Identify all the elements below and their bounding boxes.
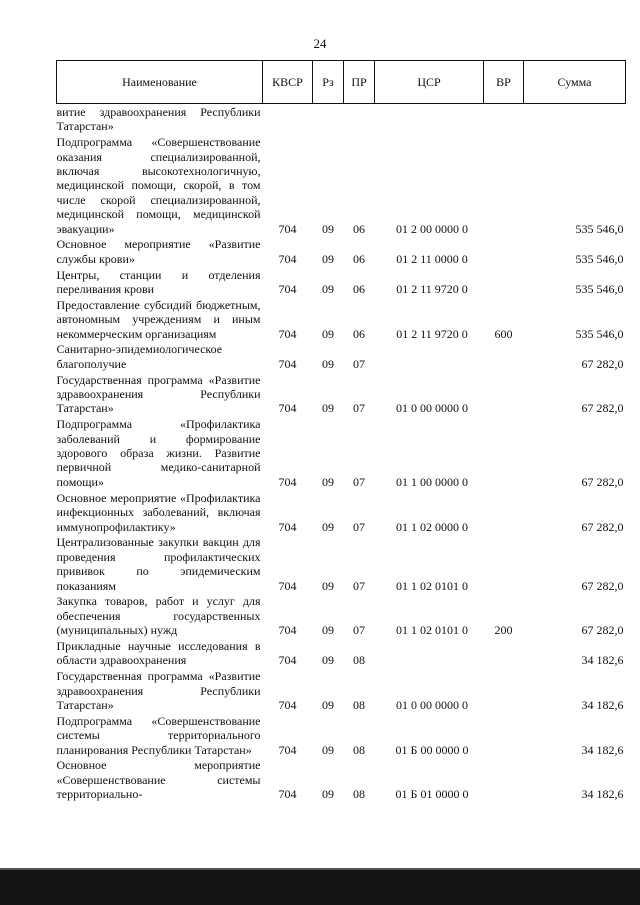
row-rz: 09 <box>322 742 334 757</box>
page-number: 24 <box>313 36 327 51</box>
header-vr: ВР <box>484 61 524 104</box>
row-name: Подпрограмма «Совершенствование оказания специализированной, включая высокотехнологичную, медицинской помощи, скорой, в том числе скорой специализированной, медицинской помощи, медицинской эвакуации» <box>56 135 261 236</box>
row-pr: 08 <box>353 787 365 802</box>
table-row <box>57 134 626 236</box>
row-vr <box>484 236 524 266</box>
row-vr: 200 <box>494 623 513 638</box>
row-csr: 01 0 00 0000 0 <box>396 697 468 712</box>
row-rz: 09 <box>322 653 334 668</box>
row-csr: 01 Б 00 0000 0 <box>395 742 469 757</box>
row-csr: 01 1 00 0000 0 <box>396 474 468 489</box>
row-sum: 34 182,6 <box>581 742 624 757</box>
row-vr <box>484 757 524 802</box>
scan-bottom-band <box>0 868 640 905</box>
table-row <box>57 236 626 266</box>
header-pr: ПР <box>344 61 375 104</box>
header-kvsr: КВСР <box>263 61 313 104</box>
table-row <box>57 593 626 638</box>
row-name: Подпрограмма «Профилактика заболеваний и формирование здорового образа жизни. Развитие первичной медико-санитарной помощи» <box>56 417 261 489</box>
header-name: Наименование <box>57 61 263 104</box>
row-sum: 535 546,0 <box>575 251 624 266</box>
row-csr: 01 0 00 0000 0 <box>396 401 468 416</box>
row-kvsr: 704 <box>278 251 297 266</box>
table-row <box>57 638 626 668</box>
row-sum: 67 282,0 <box>581 578 624 593</box>
row-sum: 67 282,0 <box>581 623 624 638</box>
row-name: Закупка товаров, работ и услуг для обеспечения государственных (муниципальных) нужд <box>56 594 261 638</box>
row-kvsr <box>263 104 313 134</box>
row-vr <box>484 266 524 296</box>
scan-band-edge <box>0 868 640 870</box>
row-name: Предоставление субсидий бюджетным, автономным учреждениям и иным некоммерческим организациям <box>56 297 261 341</box>
row-pr: 07 <box>353 578 365 593</box>
table-row <box>57 296 626 341</box>
row-name: Основное мероприятие «Совершенствование системы территориально- <box>56 758 261 802</box>
table-row <box>57 371 626 416</box>
row-pr: 08 <box>353 697 365 712</box>
row-sum: 67 282,0 <box>581 519 624 534</box>
row-name: Подпрограмма «Совершенствование системы территориального планирования Республики Татарстан» <box>56 713 261 757</box>
row-kvsr: 704 <box>278 578 297 593</box>
row-pr: 06 <box>353 251 365 266</box>
row-pr: 07 <box>353 474 365 489</box>
row-name: Государственная программа «Развитие здравоохранения Республики Татарстан» <box>56 372 261 416</box>
row-name: Прикладные научные исследования в области здравоохранения <box>56 638 261 668</box>
row-vr <box>484 134 524 236</box>
table-row <box>57 104 626 134</box>
row-rz: 09 <box>322 519 334 534</box>
row-rz: 09 <box>322 221 334 236</box>
row-vr: 600 <box>494 326 513 341</box>
row-name: Централизованные закупки вакцин для проведения профилактических прививок по эпидемическим показаниям <box>56 535 261 593</box>
row-vr <box>484 712 524 757</box>
row-rz: 09 <box>322 356 334 371</box>
table-row <box>57 534 626 593</box>
row-kvsr: 704 <box>278 787 297 802</box>
row-vr <box>484 371 524 416</box>
row-kvsr: 704 <box>278 282 297 297</box>
row-rz <box>313 104 344 134</box>
budget-table <box>56 60 626 802</box>
row-pr: 08 <box>353 742 365 757</box>
row-pr: 07 <box>353 401 365 416</box>
row-kvsr: 704 <box>278 221 297 236</box>
row-sum: 67 282,0 <box>581 401 624 416</box>
table-header-row <box>57 61 626 104</box>
row-sum: 34 182,6 <box>581 787 624 802</box>
row-kvsr: 704 <box>278 356 297 371</box>
row-csr: 01 2 11 9720 0 <box>396 282 468 297</box>
row-sum: 535 546,0 <box>575 326 624 341</box>
table-row <box>57 712 626 757</box>
row-name: Санитарно-эпидемиологическое благополучие <box>56 342 223 371</box>
row-sum <box>524 104 626 134</box>
row-name: Основное мероприятие «Профилактика инфекционных заболеваний, включая иммунопрофилактику» <box>56 490 261 534</box>
table-row <box>57 266 626 296</box>
row-vr <box>484 668 524 713</box>
row-kvsr: 704 <box>278 697 297 712</box>
row-rz: 09 <box>322 282 334 297</box>
row-sum: 34 182,6 <box>581 653 624 668</box>
row-pr: 07 <box>353 356 365 371</box>
row-csr: 01 2 00 0000 0 <box>396 221 468 236</box>
row-sum: 535 546,0 <box>575 282 624 297</box>
row-rz: 09 <box>322 623 334 638</box>
row-csr: 01 Б 01 0000 0 <box>395 787 469 802</box>
row-pr <box>344 104 375 134</box>
row-csr <box>375 341 484 371</box>
header-csr: ЦСР <box>375 61 484 104</box>
row-csr: 01 2 11 9720 0 <box>396 326 468 341</box>
header-rz: Рз <box>313 61 344 104</box>
row-vr <box>484 416 524 489</box>
row-vr <box>484 104 524 134</box>
row-pr: 06 <box>353 282 365 297</box>
row-vr <box>484 534 524 593</box>
row-sum: 67 282,0 <box>581 356 624 371</box>
row-kvsr: 704 <box>278 623 297 638</box>
row-rz: 09 <box>322 474 334 489</box>
table-row <box>57 668 626 713</box>
row-rz: 09 <box>322 578 334 593</box>
row-csr <box>375 104 484 134</box>
row-vr <box>484 489 524 534</box>
table-row <box>57 341 626 371</box>
row-name: Государственная программа «Развитие здравоохранения Республики Татарстан» <box>56 669 261 712</box>
row-pr: 08 <box>353 653 365 668</box>
table-row <box>57 416 626 489</box>
row-pr: 06 <box>353 326 365 341</box>
row-rz: 09 <box>322 401 334 416</box>
row-vr <box>484 638 524 668</box>
row-sum: 34 182,6 <box>581 697 624 712</box>
row-kvsr: 704 <box>278 401 297 416</box>
row-kvsr: 704 <box>278 519 297 534</box>
row-vr <box>484 341 524 371</box>
row-kvsr: 704 <box>278 742 297 757</box>
row-rz: 09 <box>322 326 334 341</box>
row-kvsr: 704 <box>278 653 297 668</box>
row-csr: 01 1 02 0000 0 <box>396 519 468 534</box>
row-name: Центры, станции и отделения переливания крови <box>56 267 261 297</box>
row-pr: 07 <box>353 519 365 534</box>
row-kvsr: 704 <box>278 326 297 341</box>
row-rz: 09 <box>322 787 334 802</box>
row-csr: 01 1 02 0101 0 <box>396 578 468 593</box>
row-pr: 06 <box>353 221 365 236</box>
table-row <box>57 489 626 534</box>
row-kvsr: 704 <box>278 474 297 489</box>
row-name: витие здравоохранения Республики Татарстан» <box>56 105 261 134</box>
row-pr: 07 <box>353 623 365 638</box>
row-rz: 09 <box>322 697 334 712</box>
row-name: Основное мероприятие «Развитие службы крови» <box>56 237 261 266</box>
header-sum: Сумма <box>524 61 626 104</box>
row-sum: 67 282,0 <box>581 474 624 489</box>
row-csr <box>375 638 484 668</box>
row-csr: 01 1 02 0101 0 <box>396 623 468 638</box>
table-row <box>57 757 626 802</box>
row-csr: 01 2 11 0000 0 <box>396 251 468 266</box>
row-rz: 09 <box>322 251 334 266</box>
row-sum: 535 546,0 <box>575 221 624 236</box>
